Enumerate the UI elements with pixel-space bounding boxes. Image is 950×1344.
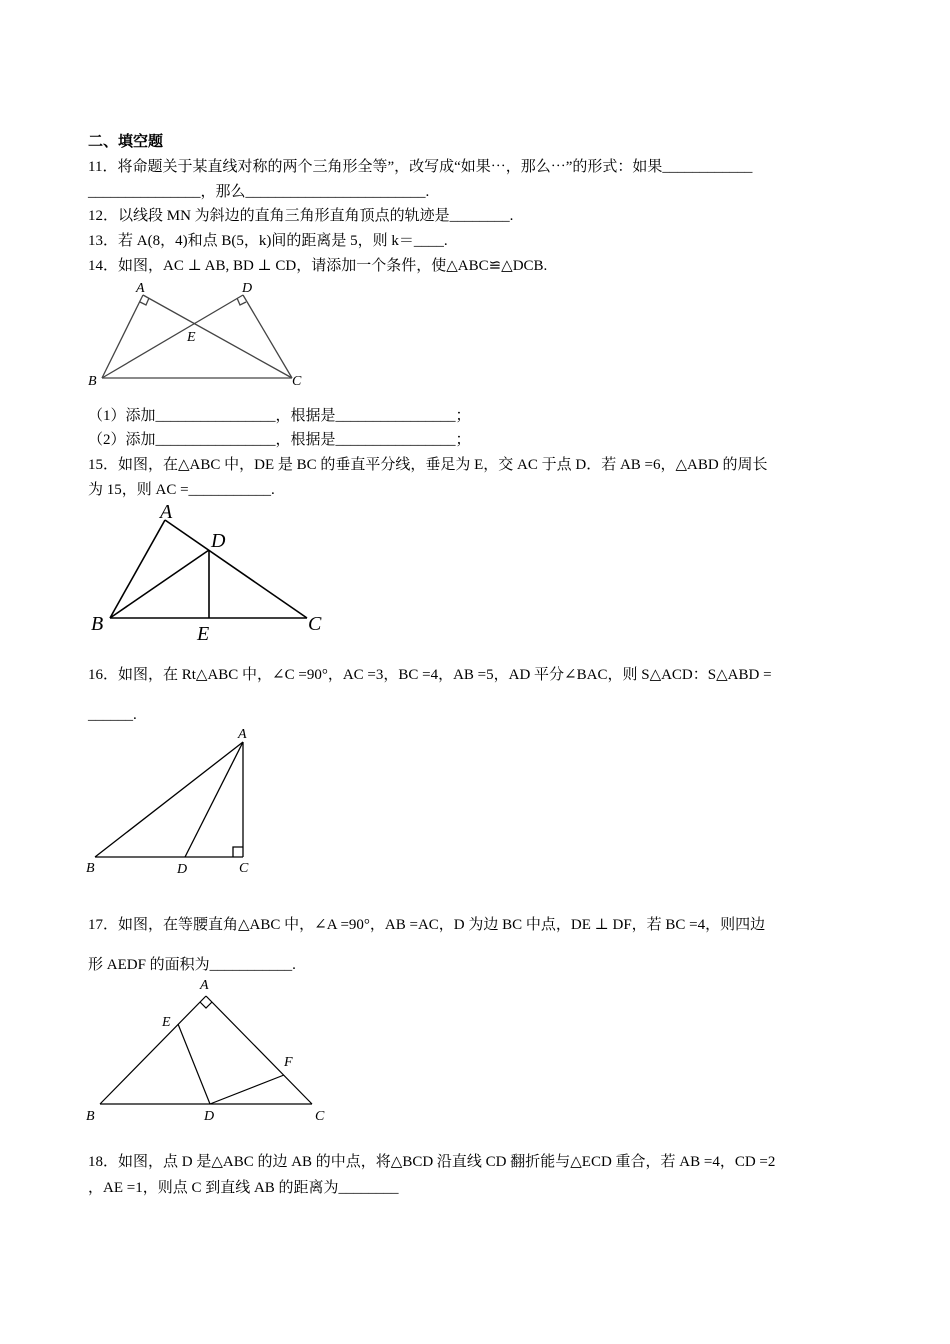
q16-line1: 16．如图，在 Rt△ABC 中，∠C =90°，AC =3，BC =4，AB =5，AD 平分∠BAC，则 S△ACD：S△ABD = bbox=[88, 667, 772, 683]
q15-label-c: C bbox=[308, 613, 322, 635]
q17-label-b: B bbox=[86, 1109, 95, 1124]
q15-line2: 为 15，则 AC =___________. bbox=[88, 482, 275, 498]
q16-label-b: B bbox=[86, 861, 95, 876]
q17-figure bbox=[80, 972, 350, 1127]
q17-line2: 形 AEDF 的面积为___________. bbox=[88, 957, 296, 973]
q16-line2: ______. bbox=[88, 707, 137, 723]
q14-figure bbox=[80, 275, 320, 395]
q15-line1: 15．如图，在△ABC 中，DE 是 BC 的垂直平分线，垂足为 E，交 AC 于点 D．若 AB =6，△ABD 的周长 bbox=[88, 457, 768, 473]
q16-figure bbox=[80, 722, 280, 882]
q17-label-f: F bbox=[284, 1055, 293, 1070]
q14-sub1: （1）添加________________，根据是________________； bbox=[88, 408, 471, 424]
q11-line1: 11．将命题关于某直线对称的两个三角形全等”，改写成“如果⋯，那么⋯”的形式：如果____________ bbox=[88, 159, 753, 175]
q17-label-e: E bbox=[162, 1015, 171, 1030]
q14-sub2: （2）添加________________，根据是________________； bbox=[88, 432, 471, 448]
q18-line2: ，AE =1，则点 C 到直线 AB 的距离为________ bbox=[88, 1180, 399, 1196]
q15-figure bbox=[85, 500, 345, 645]
q15-label-d: D bbox=[211, 530, 226, 552]
q14-text: 14．如图，AC ⊥ AB, BD ⊥ CD，请添加一个条件，使△ABC≌△DCB. bbox=[88, 258, 548, 274]
q16-label-c: C bbox=[239, 861, 249, 876]
q17-label-c: C bbox=[315, 1109, 325, 1124]
q13-text: 13．若 A(8，4)和点 B(5，k)间的距离是 5，则 k＝____. bbox=[88, 233, 448, 249]
q14-label-d: D bbox=[242, 281, 253, 296]
q17-label-d: D bbox=[204, 1109, 215, 1124]
q17-label-a: A bbox=[200, 978, 209, 993]
q18-line1: 18．如图，点 D 是△ABC 的边 AB 的中点，将△BCD 沿直线 CD 翻折能与△ECD 重合，若 AB =4，CD =2 bbox=[88, 1154, 776, 1170]
q11-line2: _______________，那么________________________. bbox=[88, 184, 430, 200]
q14-label-b: B bbox=[88, 374, 97, 389]
q17-line1: 17．如图，在等腰直角△ABC 中，∠A =90°，AB =AC，D 为边 BC 中点，DE ⊥ DF，若 BC =4，则四边 bbox=[88, 917, 766, 933]
q16-label-d: D bbox=[177, 862, 188, 877]
q14-label-a: A bbox=[136, 281, 145, 296]
q15-label-a: A bbox=[160, 501, 173, 523]
q14-label-e: E bbox=[187, 330, 196, 345]
q16-label-a: A bbox=[238, 727, 247, 742]
q14-label-c: C bbox=[292, 374, 302, 389]
section-title: 二、填空题 bbox=[88, 134, 164, 150]
q15-label-b: B bbox=[91, 613, 104, 635]
q12-text: 12．以线段 MN 为斜边的直角三角形直角顶点的轨迹是________. bbox=[88, 208, 514, 224]
q15-label-e: E bbox=[197, 623, 210, 645]
